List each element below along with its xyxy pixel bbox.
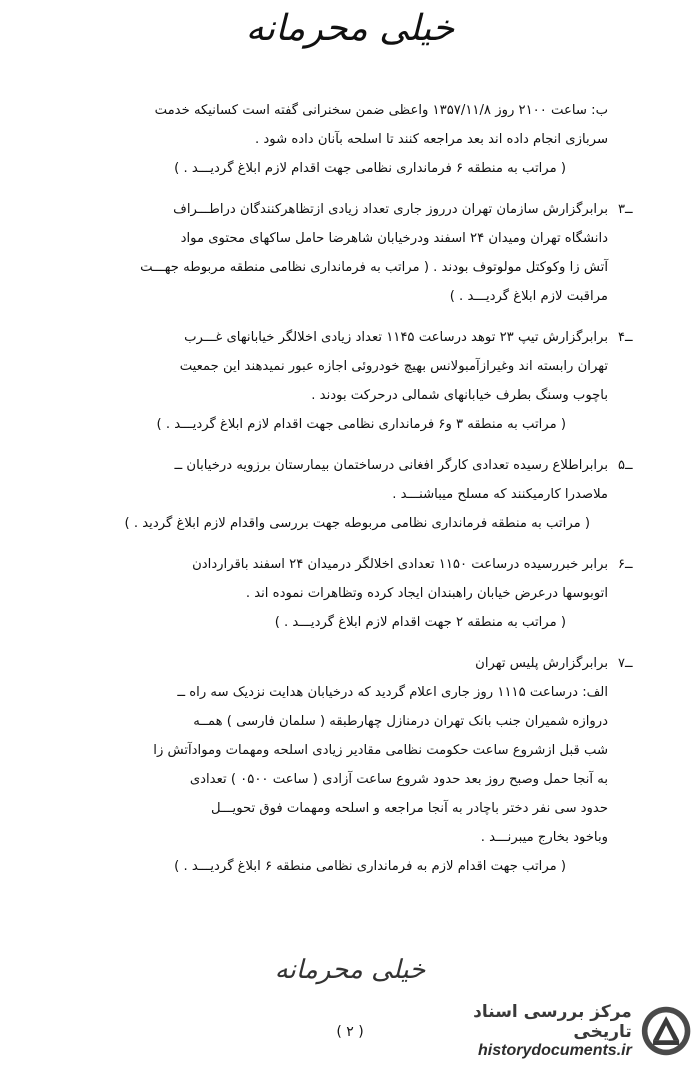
item-7-line: دروازه شمیران جنب بانک تهران درمنازل چهارطبقه ( سلمان فارسی ) همــه [193, 714, 608, 729]
item-3-line: برابرگزارش سازمان تهران درروز جاری تعداد زیادی ازتظاهرکنندگان دراطـــراف [173, 202, 608, 217]
item-number: ۷ــ [618, 656, 633, 671]
item-5-line: برابراطلاع رسیده تعدادی کارگر افغانی درساختمان بیمارستان برزویه درخیابان ــ [174, 458, 608, 473]
report-body [78, 96, 633, 881]
item-number: ۵ــ [618, 458, 633, 473]
classification-header: خیلی محرمانه [245, 8, 455, 49]
report-item-3 [78, 195, 633, 311]
item-7-note: ( مراتب جهت اقدام لازم به فرمانداری نظامی منطقه ۶ ابلاغ گردیـــد . ) [174, 859, 566, 874]
item-b-line: سربازی انجام داده اند بعد مراجعه کنند تا اسلحه بآنان داده شود . [255, 132, 608, 147]
item-5-note: ( مراتب به منطقه فرمانداری نظامی مربوطه جهت بررسی واقدام لازم ابلاغ گردید . ) [124, 516, 590, 531]
report-item-6 [78, 550, 633, 637]
item-6-line: اتوبوسها درعرض خیابان راهبندان ایجاد کرده وتظاهرات نموده اند . [245, 586, 608, 601]
item-3-line: دانشگاه تهران ومیدان ۲۴ اسفند ودرخیابان شاهرضا حامل ساکهای محتوی مواد [180, 231, 608, 246]
item-7-line: وباخود بخارج میبرنـــد . [480, 830, 608, 845]
watermark-title: مرکز بررسی اسناد تاریخی [473, 1002, 632, 1042]
page-number: ( ۲ ) [336, 1024, 364, 1040]
archive-watermark [424, 1000, 692, 1062]
item-6-line: برابر خبررسیده درساعت ۱۱۵۰ تعدادی اخلالگر درمیدان ۲۴ اسفند باقراردادن [192, 557, 608, 572]
item-7-line: شب قبل ازشروع ساعت حکومت نظامی مقادیر زیادی اسلحه ومهمات وموادآتش زا [153, 743, 608, 758]
item-5-line: ملاصدرا کارمیکنند که مسلح میباشنـــد . [392, 487, 608, 502]
item-4-note: ( مراتب به منطقه ۳ و۶ فرمانداری نظامی جهت اقدام لازم ابلاغ گردیـــد . ) [156, 417, 566, 432]
item-number: ۶ــ [618, 557, 633, 572]
item-7-line: حدود سی نفر دختر باچادر به آنجا مراجعه و اسلحه ومهمات فوق تحویـــل [210, 801, 608, 816]
report-item-5 [78, 451, 633, 538]
archive-logo-icon [640, 1003, 692, 1059]
item-number: ۳ــ [618, 202, 633, 217]
classification-footer: خیلی محرمانه [274, 955, 426, 985]
item-7-line: الف: درساعت ۱۱۱۵ روز جاری اعلام گردید که درخیابان هدایت نزدیک سه راه ــ [177, 685, 608, 700]
item-7-line: به آنجا حمل وصبح روز بعد حدود شروع ساعت آزادی ( ساعت ۰۵۰۰ ) تعدادی [189, 772, 608, 787]
item-4-line: تهران رابسته اند وغیرازآمبولانس بهیچ خودروئی اجازه عبور نمیدهند این جمعیت [179, 359, 608, 374]
report-item-4 [78, 323, 633, 439]
report-item-b [78, 96, 608, 183]
item-b-line: ب: ساعت ۲۱۰۰ روز ۱۳۵۷/۱۱/۸ واعظی ضمن سخنرانی گفته است کسانیکه خدمت [154, 103, 608, 118]
watermark-url: historydocuments.ir [478, 1042, 632, 1059]
item-4-line: برابرگزارش تیپ ۲۳ توهد درساعت ۱۱۴۵ تعداد زیادی اخلالگر خیابانهای غـــرب [184, 330, 608, 345]
item-4-line: باچوب وسنگ بطرف خیابانهای شمالی درحرکت بودند . [311, 388, 608, 403]
item-6-note: ( مراتب به منطقه ۲ جهت اقدام لازم ابلاغ گردیـــد . ) [274, 615, 566, 630]
item-number: ۴ــ [618, 330, 633, 345]
item-7-heading: برابرگزارش پلیس تهران [475, 656, 608, 671]
report-item-7 [78, 649, 633, 881]
item-b-note: ( مراتب به منطقه ۶ فرمانداری نظامی جهت اقدام لازم ابلاغ گردیـــد . ) [174, 161, 566, 176]
item-3-line: آتش زا وکوکتل مولوتوف بودند . ( مراتب به فرمانداری نظامی منطقه مربوطه جهـــت [140, 260, 608, 275]
item-3-line: مراقبت لازم ابلاغ گردیـــد . ) [449, 289, 608, 304]
